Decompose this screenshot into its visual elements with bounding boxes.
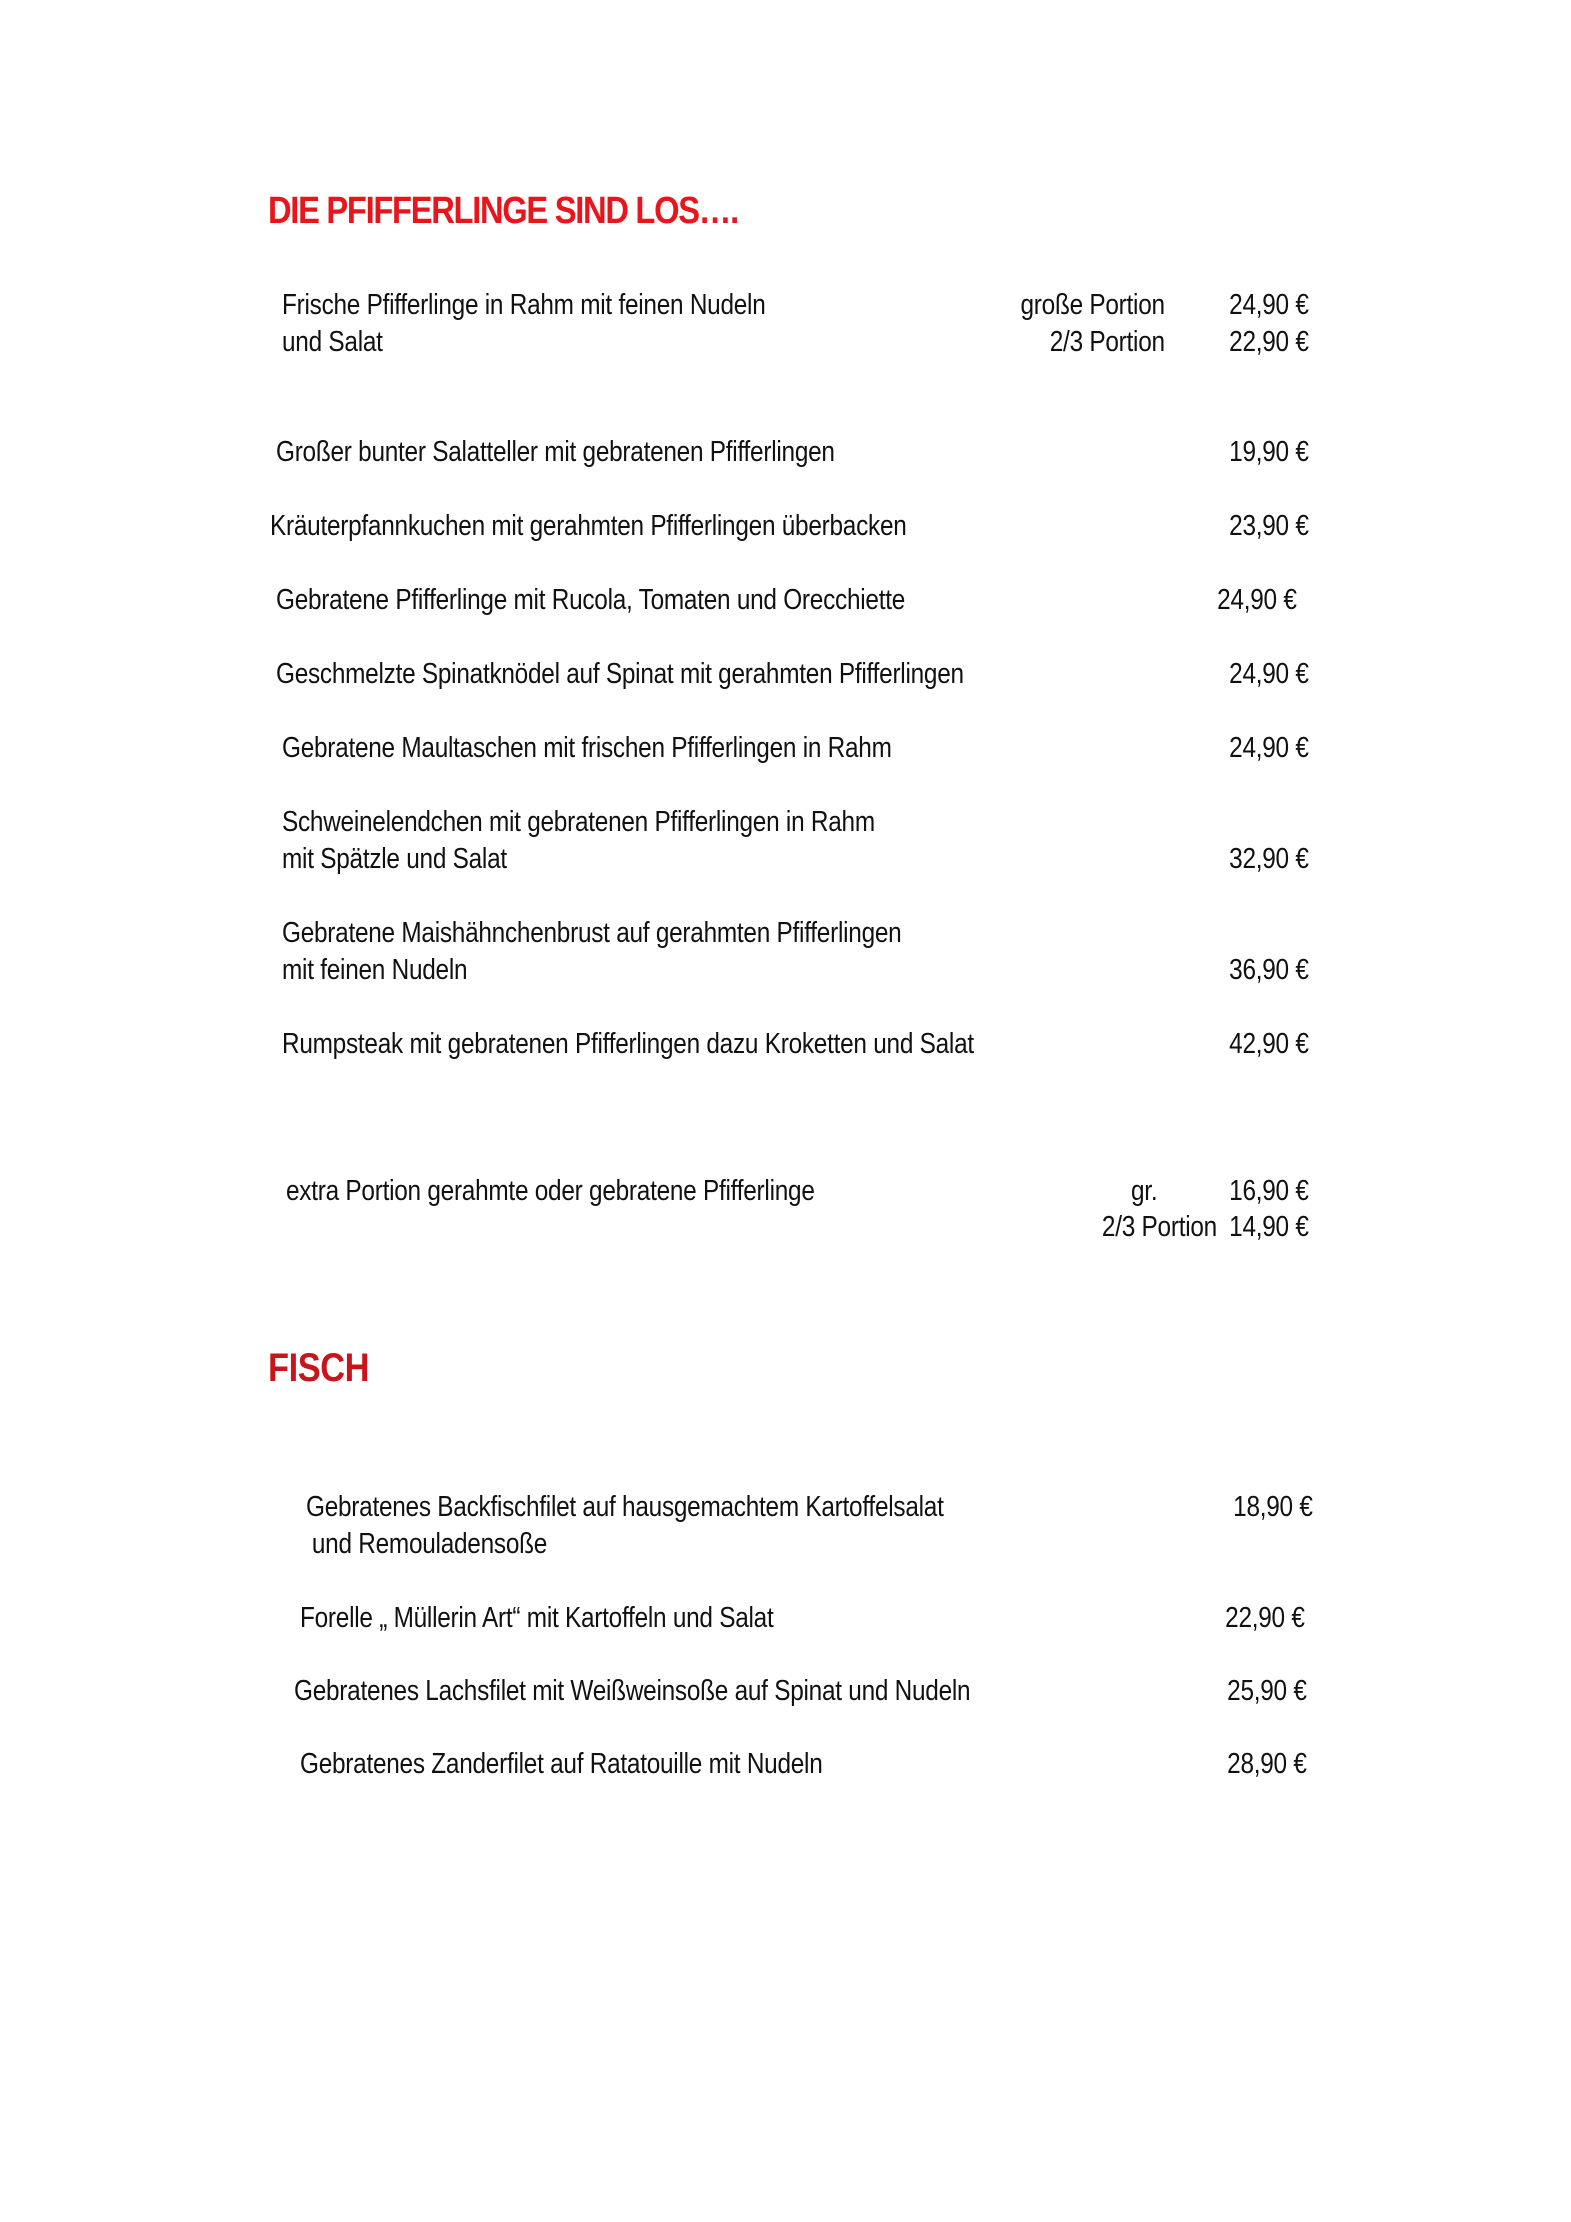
menu-item-name: Kräuterpfannkuchen mit gerahmten Pfifferlingen überbacken <box>270 510 907 542</box>
menu-item-line: mit feinen Nudeln <box>282 954 468 986</box>
portion-label: 2/3 Portion <box>1049 326 1165 358</box>
menu-item-name: Gebratenes Lachsfilet mit Weißweinsoße auf Spinat und Nudeln <box>294 1675 971 1707</box>
portion-label: gr. <box>1130 1175 1157 1207</box>
menu-item-name: Gebratene Maultaschen mit frischen Pfifferlingen in Rahm <box>282 732 892 764</box>
menu-item-line: und Salat <box>282 326 383 358</box>
menu-item-line: Schweinelendchen mit gebratenen Pfifferlingen in Rahm <box>282 806 875 838</box>
menu-item-line: Frische Pfifferlinge in Rahm mit feinen Nudeln <box>282 289 766 321</box>
section-title-fisch: FISCH <box>268 1346 370 1390</box>
menu-item-name <box>282 287 766 361</box>
menu-item-name: extra Portion gerahmte oder gebratene Pfifferlinge <box>286 1175 815 1207</box>
menu-item-price: 32,90 € <box>1229 843 1309 875</box>
menu-item-price: 28,90 € <box>1227 1748 1307 1780</box>
menu-item-price: 23,90 € <box>1229 510 1309 542</box>
menu-item-portions <box>1021 287 1165 361</box>
menu-item-prices <box>1229 287 1309 361</box>
menu-item-name: Gebratenes Zanderfilet auf Ratatouille mit Nudeln <box>300 1748 823 1780</box>
menu-item-price: 22,90 € <box>1225 1602 1305 1634</box>
menu-item-price: 24,90 € <box>1229 658 1309 690</box>
menu-item-price: 24,90 € <box>1229 732 1309 764</box>
menu-item-name <box>306 1489 944 1563</box>
menu-item-line: Gebratene Maishähnchenbrust auf gerahmten Pfifferlingen <box>282 917 902 949</box>
menu-item-price: 18,90 € <box>1233 1491 1313 1523</box>
menu-item-name: Gebratene Pfifferlinge mit Rucola, Tomaten und Orecchiette <box>276 584 906 616</box>
menu-item-price: 24,90 € <box>1217 584 1297 616</box>
menu-item-price: 16,90 € <box>1229 1175 1309 1207</box>
section-title-pfifferlinge: DIE PFIFFERLINGE SIND LOS…. <box>268 190 738 232</box>
menu-item-price: 19,90 € <box>1229 436 1309 468</box>
menu-item-name: Forelle „ Müllerin Art“ mit Kartoffeln und Salat <box>300 1602 774 1634</box>
menu-item-line: mit Spätzle und Salat <box>282 843 507 875</box>
menu-item-price: 42,90 € <box>1229 1028 1309 1060</box>
portion-label: große Portion <box>1020 289 1165 321</box>
portion-label: 2/3 Portion <box>1101 1211 1217 1243</box>
menu-item-line: und Remouladensoße <box>311 1528 548 1560</box>
menu-item-name: Geschmelzte Spinatknödel auf Spinat mit gerahmten Pfifferlingen <box>276 658 964 690</box>
menu-item-price: 14,90 € <box>1229 1211 1309 1243</box>
menu-item-line: Gebratenes Backfischfilet auf hausgemachtem Kartoffelsalat <box>306 1491 944 1523</box>
menu-item-name: Großer bunter Salatteller mit gebratenen Pfifferlingen <box>276 436 835 468</box>
menu-item-price: 22,90 € <box>1229 326 1309 358</box>
menu-item-name <box>282 915 901 989</box>
menu-item-price: 36,90 € <box>1229 954 1309 986</box>
menu-item-price: 25,90 € <box>1227 1675 1307 1707</box>
menu-item-name: Rumpsteak mit gebratenen Pfifferlingen dazu Kroketten und Salat <box>282 1028 974 1060</box>
menu-item-name <box>282 804 875 878</box>
menu-item-price: 24,90 € <box>1229 289 1309 321</box>
